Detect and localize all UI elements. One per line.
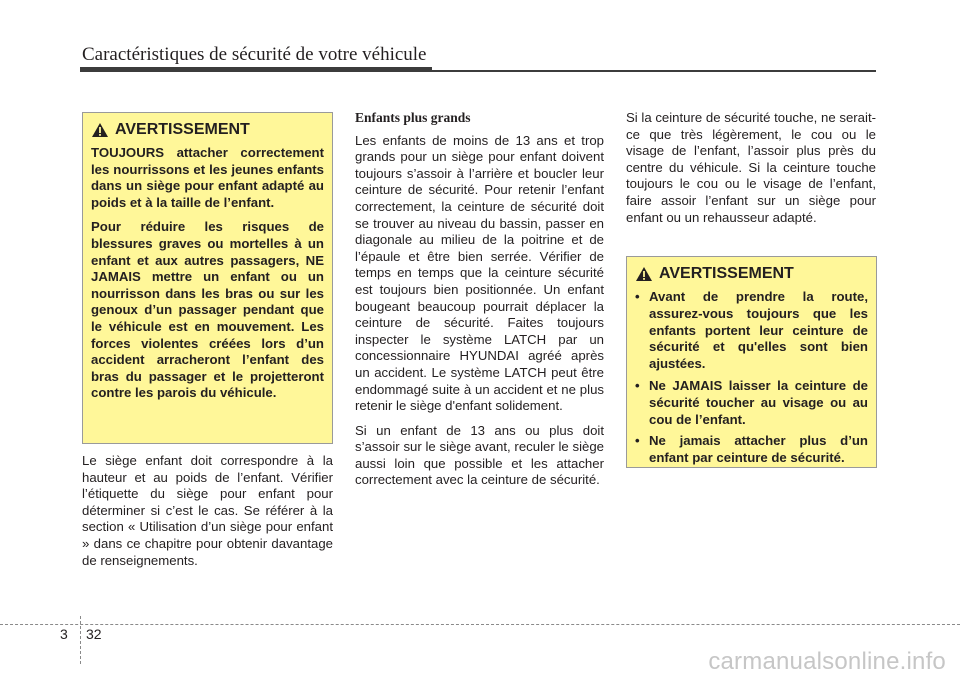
warning-list-item: • Ne jamais attacher plus d’un enfant par ceinture de sécurité. [635,433,868,467]
column-3-text [626,110,876,234]
warning-list-item: • Ne JAMAIS laisser la ceinture de sécurité toucher au visage ou au cou de l’enfant. [635,378,868,428]
warning-triangle-icon [635,266,653,282]
chapter-number: 3 [60,626,68,642]
warning-paragraph: Pour réduire les risques de blessures graves ou mortelles à un enfant et aux autres passagers, NE JAMAIS mettre un enfant ou un nourrisson dans les bras ou sur les genoux d’un passager pendant que le véhicule est en mouvement. Les forces violentes créées lors d’un accident arracheront l’enfant des bras du passager et le projetteront contre les parois du véhicule. [91,219,324,401]
warning-title: AVERTISSEMENT [659,265,794,282]
section-heading: Enfants plus grands [355,110,471,125]
body-paragraph: Si un enfant de 13 ans ou plus doit s’assoir sur le siège avant, reculer le siège aussi loin que possible et les attacher correctement avec la ceinture de sécurité. [355,422,604,488]
column-1-text [82,453,333,577]
page-header-title: Caractéristiques de sécurité de votre véhicule [82,44,427,65]
warning-list-item: • Avant de prendre la route, assurez-vous toujours que les enfants portent leur ceinture de sécurité et qu'elles sont bien ajustées. [635,289,868,373]
warning-title: AVERTISSEMENT [115,121,250,138]
footer-dashed-rule [0,624,960,625]
body-paragraph: Les enfants de moins de 13 ans et trop grands pour un siège pour enfant doivent toujours s’assoir à l’arrière et boucler leur ceinture de sécurité. Pour retenir l’enfant correctement, la ceinture de sécurité doit se trouver au niveau du bassin, passer en diagonale au milieu de la poitrine et de l’épaule et être bien serrée. Vérifier de temps en temps que la ceinture sécurité est toujours bien positionnée. Un enfant bougeant beaucoup pourrait déplacer la ceinture de sécurité. Faites toujours inspecter le système LATCH par un concessionnaire HYUNDAI agréé après un accident. Le système LATCH peut être endommagé suite à un accident et ne plus retenir le siège d'enfant solidement. [355,132,604,414]
warning-list [635,289,868,467]
warning-header [635,265,868,283]
warning-triangle-icon [91,122,109,138]
warning-header [91,121,324,139]
warning-box-left [82,112,333,444]
column-2-text [355,110,604,497]
warning-paragraph: TOUJOURS attacher correctement les nourrissons et les jeunes enfants dans un siège pour enfant adapté au poids et à la taille de l’enfant. [91,145,324,210]
footer-vertical-dashed-rule [80,616,81,664]
header-rule [80,70,876,72]
body-paragraph: Le siège enfant doit correspondre à la hauteur et au poids de l’enfant. Vérifier l’étiquette du siège pour enfant pour déterminer si c’est le cas. Se référer à la section « Utilisation d’un siège pour enfant » dans ce chapitre pour obtenir davantage de renseignements. [82,453,333,568]
page-number: 32 [86,626,102,642]
watermark: carmanualsonline.info [708,648,946,675]
warning-box-right [626,256,877,468]
body-paragraph: Si la ceinture de sécurité touche, ne serait-ce que très légèrement, le cou ou le visage de l’enfant, l’assoir plus près du centre du véhicule. Si la ceinture touche toujours le cou ou le visage de l’enfant, faire assoir l’enfant sur un siège pour enfant ou un rehausseur adapté. [626,110,876,225]
